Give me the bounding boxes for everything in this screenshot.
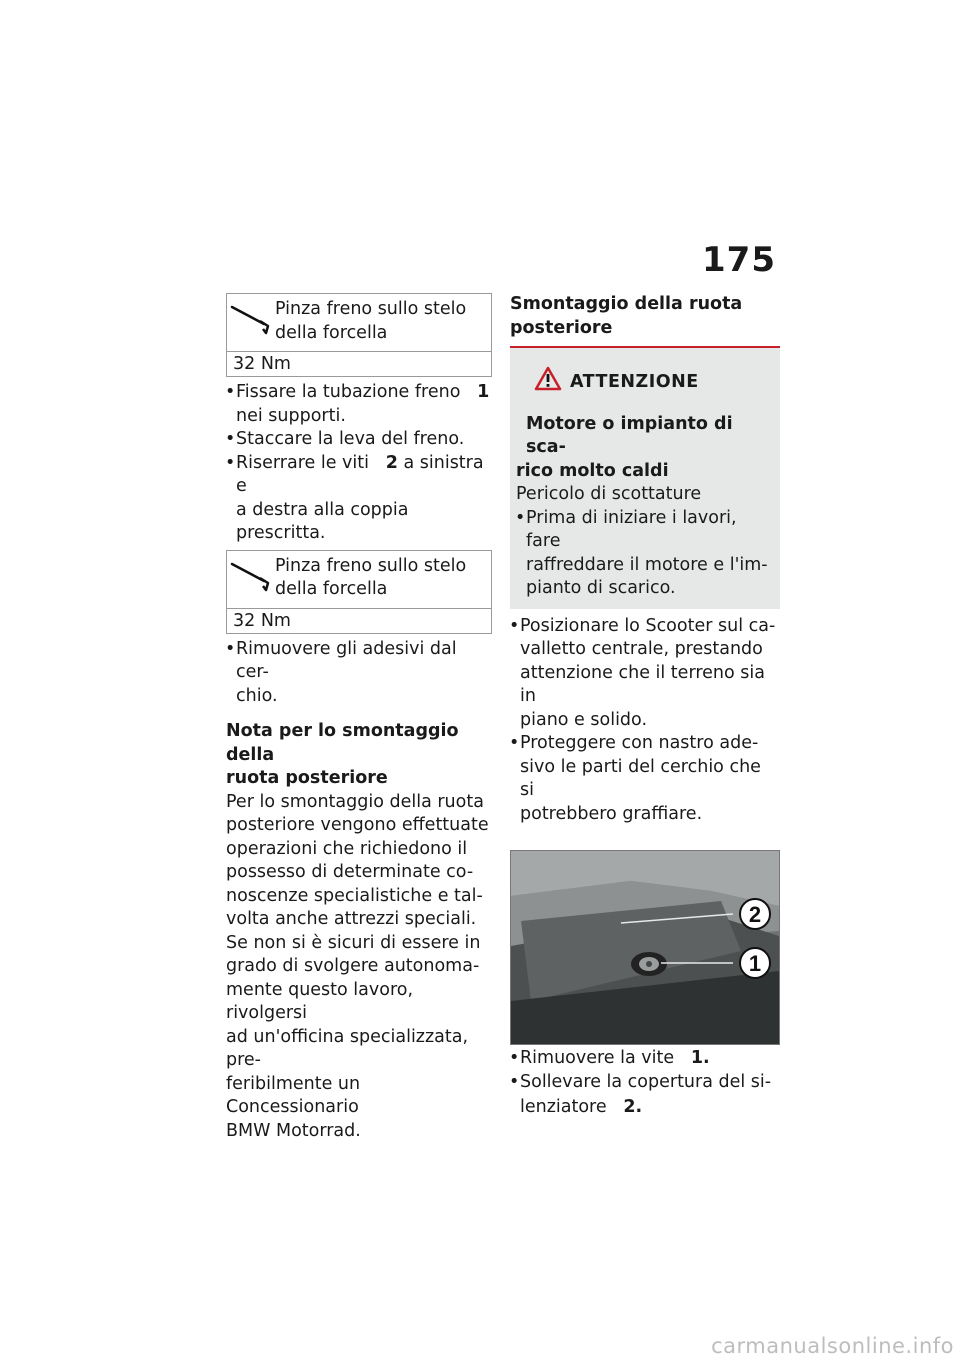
ref-number: 2. xyxy=(623,1097,643,1117)
callout-1: 1 xyxy=(748,951,762,976)
warning-action-continuation: raffreddare il motore e l'im- xyxy=(526,554,768,575)
torque-spec-2 xyxy=(226,550,492,634)
torque-value: 32 Nm xyxy=(233,610,291,631)
list-item-continuation: a destra alla coppia prescritta. xyxy=(236,499,409,543)
section-heading: Smontaggio della ruota xyxy=(510,294,743,314)
list-item: • Staccare la leva del freno. xyxy=(226,428,492,452)
warning-subtitle: rico molto caldi xyxy=(516,460,669,481)
list-item-continuation: lenziatore 2. xyxy=(520,1097,643,1117)
list-item-continuation: sivo le parti del cerchio che si xyxy=(520,756,761,800)
section-heading: ruota posteriore xyxy=(226,768,388,788)
torque-value: 32 Nm xyxy=(233,354,291,374)
note-paragraph: Per lo smontaggio della ruota posteriore vengono effettuate operazioni che richiedono il possesso di determinate co- noscenze specialistiche e tal- volta anche attrezzi speciali. Se non si è sicuri di essere in grado di svolgere autonoma- mente questo lavoro, rivolgersi ad un'officina specializzata, pre- feribilmente un Concessionario BMW Motorrad. xyxy=(226,791,489,1141)
right-column xyxy=(510,293,780,1120)
left-column xyxy=(226,293,492,1143)
list-item-continuation: chio. xyxy=(236,685,278,706)
list-item-continuation: potrebbero graffiare. xyxy=(520,803,703,824)
torque-label-line2: della forcella xyxy=(275,322,388,343)
section-heading: posteriore xyxy=(510,317,613,338)
warning-action: • Prima di iniziare i lavori, fare xyxy=(516,507,774,554)
section-heading: Nota per lo smontaggio della xyxy=(226,721,459,765)
footer-watermark: carmanualsonline.info xyxy=(711,1334,954,1358)
list-item: • Posizionare lo Scooter sul ca- xyxy=(510,615,780,639)
warning-box xyxy=(510,346,780,609)
list-item: • Riserrare le viti 2 a sinistra e xyxy=(226,452,492,499)
list-item: • Rimuovere gli adesivi dal cer- xyxy=(226,638,492,685)
torque-spec-1 xyxy=(226,293,492,377)
list-item: • Proteggere con nastro ade- xyxy=(510,732,780,756)
list-item-continuation: piano e solido. xyxy=(520,709,648,730)
list-item-continuation: valletto centrale, prestando xyxy=(520,639,763,659)
list-item: • Rimuovere la vite 1. xyxy=(510,1047,780,1071)
torque-label-line1: Pinza freno sullo stelo xyxy=(275,299,467,319)
ref-number: 1 xyxy=(477,382,490,402)
torque-label-line2: della forcella xyxy=(275,579,388,599)
callout-2: 2 xyxy=(748,902,762,927)
ref-number: 2 xyxy=(385,452,398,473)
ref-number: 1. xyxy=(690,1048,710,1068)
list-item: • Fissare la tubazione freno 1 xyxy=(226,381,492,405)
warning-triangle-icon xyxy=(534,366,562,399)
list-item-continuation: nei supporti. xyxy=(236,405,346,426)
torque-wrench-icon xyxy=(227,551,275,608)
list-item: • Sollevare la copertura del si- xyxy=(510,1071,780,1095)
warning-action-continuation: pianto di scarico. xyxy=(526,578,676,598)
muffler-cover-photo xyxy=(510,850,780,1045)
torque-wrench-icon xyxy=(227,294,275,351)
warning-risk: Pericolo di scottature xyxy=(516,484,702,504)
warning-subtitle: Motore o impianto di sca- xyxy=(526,413,733,457)
warning-title: ATTENZIONE xyxy=(570,371,699,392)
page-number: 175 xyxy=(702,240,776,280)
list-item-continuation: attenzione che il terreno sia in xyxy=(520,662,765,706)
torque-label-line1: Pinza freno sullo stelo xyxy=(275,555,467,576)
